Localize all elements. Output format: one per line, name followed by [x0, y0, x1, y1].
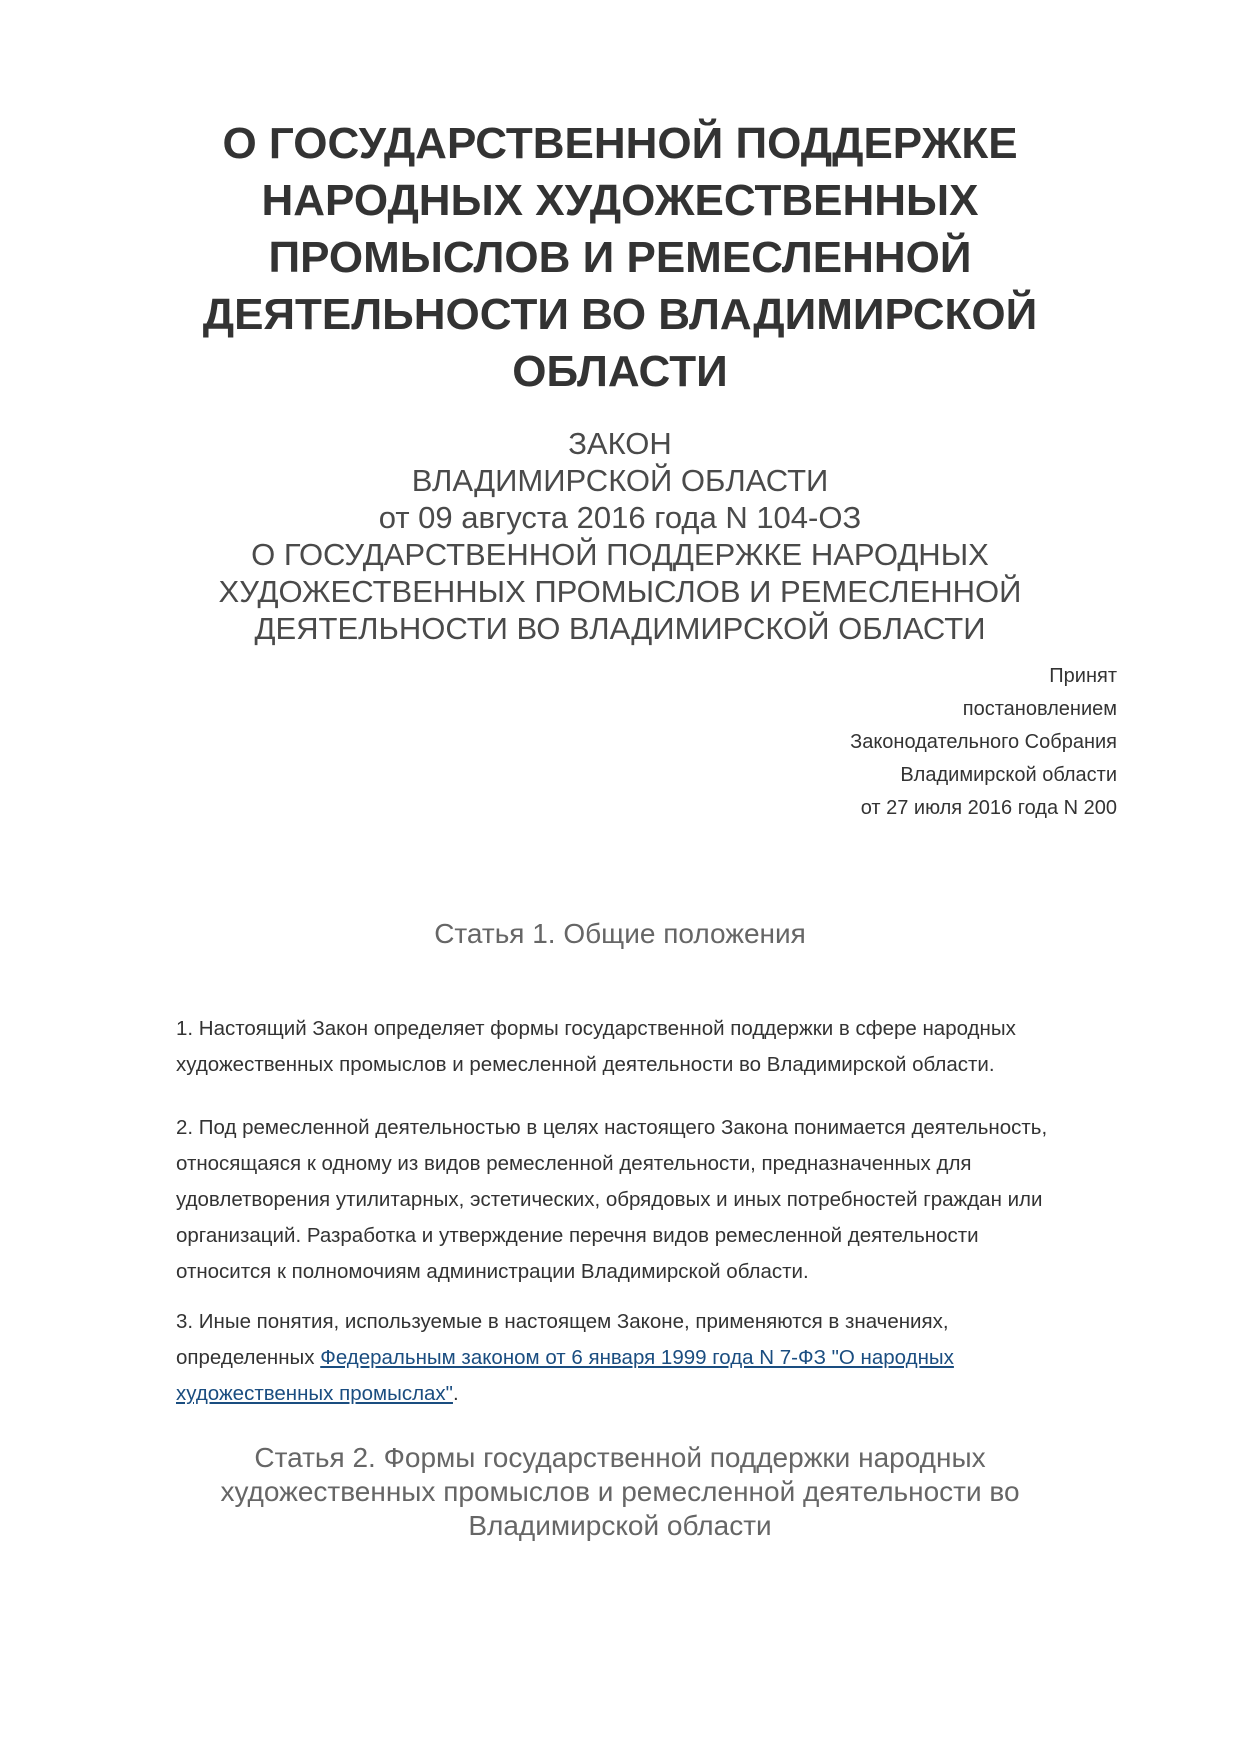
title-line: О ГОСУДАРСТВЕННОЙ ПОДДЕРЖКЕ [222, 119, 1018, 168]
paragraph-line: художественных промыслов и ремесленной деятельности во Владимирской области. [176, 1053, 995, 1076]
law-header-line: ДЕЯТЕЛЬНОСТИ ВО ВЛАДИМИРСКОЙ ОБЛАСТИ [254, 611, 986, 646]
article-1-paragraph-2 [176, 1110, 1146, 1290]
document-title [150, 115, 1090, 400]
adoption-note [850, 660, 1117, 825]
paragraph-line: 2. Под ремесленной деятельностью в целях настоящего Закона понимается деятельность, [176, 1116, 1048, 1139]
law-header-line: О ГОСУДАРСТВЕННОЙ ПОДДЕРЖКЕ НАРОДНЫХ [251, 537, 989, 572]
adoption-line: Владимирской области [900, 764, 1117, 786]
paragraph-line [176, 1340, 1146, 1376]
paragraph-line: удовлетворения утилитарных, эстетических, обрядовых и иных потребностей граждан или [176, 1188, 1043, 1211]
law-header-line: ЗАКОН [568, 426, 672, 461]
paragraph-text: . [452, 1382, 459, 1405]
article-2-heading [150, 1441, 1090, 1543]
paragraph-line: относящаяся к одному из видов ремесленной деятельности, предназначенных для [176, 1152, 972, 1175]
adoption-line: Принят [1049, 665, 1117, 687]
law-header-line: ХУДОЖЕСТВЕННЫХ ПРОМЫСЛОВ И РЕМЕСЛЕННОЙ [218, 574, 1022, 609]
article-1-paragraph-3 [176, 1304, 1146, 1412]
law-header-line: от 09 августа 2016 года N 104-ОЗ [378, 500, 862, 535]
title-line: ОБЛАСТИ [512, 347, 728, 396]
paragraph-line: 3. Иные понятия, используемые в настоящем Законе, применяются в значениях, [176, 1310, 949, 1333]
law-header-line: ВЛАДИМИРСКОЙ ОБЛАСТИ [411, 463, 829, 498]
title-line: НАРОДНЫХ ХУДОЖЕСТВЕННЫХ [261, 176, 979, 225]
paragraph-line: организаций. Разработка и утверждение перечня видов ремесленной деятельности [176, 1224, 979, 1247]
federal-law-link-continued[interactable]: художественных промыслах" [176, 1382, 453, 1405]
heading-line: Владимирской области [468, 1510, 772, 1541]
paragraph-line: 1. Настоящий Закон определяет формы государственной поддержки в сфере народных [176, 1017, 1016, 1040]
heading-line: художественных промыслов и ремесленной деятельности во [220, 1476, 1020, 1507]
article-1-heading: Статья 1. Общие положения [434, 918, 806, 949]
adoption-line: от 27 июля 2016 года N 200 [860, 797, 1117, 819]
title-line: ДЕЯТЕЛЬНОСТИ ВО ВЛАДИМИРСКОЙ [202, 290, 1038, 339]
heading-line: Статья 2. Формы государственной поддержки народных [254, 1442, 986, 1473]
article-1-paragraph-1 [176, 1011, 1146, 1083]
adoption-line: постановлением [962, 698, 1117, 720]
paragraph-text: определенных [176, 1346, 321, 1369]
title-line: ПРОМЫСЛОВ И РЕМЕСЛЕННОЙ [268, 233, 972, 282]
paragraph-line [176, 1376, 1146, 1412]
federal-law-link[interactable]: Федеральным законом от 6 января 1999 года N 7-ФЗ "О народных [320, 1346, 954, 1369]
law-header [150, 425, 1090, 647]
adoption-line: Законодательного Собрания [850, 731, 1117, 753]
paragraph-line: относится к полномочиям администрации Владимирской области. [176, 1260, 809, 1283]
